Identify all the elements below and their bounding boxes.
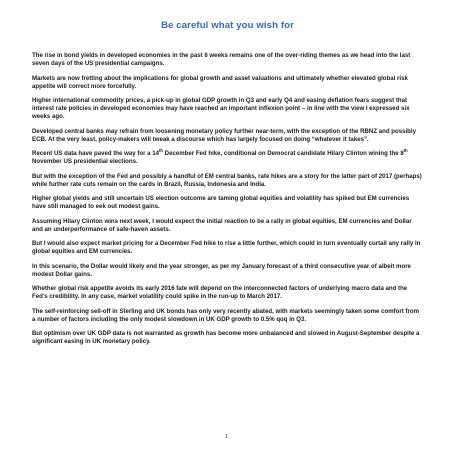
paragraph-5-part-1: Recent US data have paved the way for a 14 bbox=[32, 150, 160, 158]
paragraph-9: But I would also expect market pricing for a December Fed hike to rise a little further, which could in turn eventually curtail any rally in global equities and EM currencies. bbox=[32, 240, 421, 256]
paragraph-5-part-2: December Fed hike, conditional on Democrat candidate Hilary Clinton wining the 8 bbox=[162, 150, 404, 158]
ordinal-suffix-14th: th bbox=[159, 148, 163, 154]
paragraph-10: In this scenario, the Dollar would likely end the year stronger, as per my January forecast of a third consecutive year of albeit more modest Dollar gains. bbox=[32, 262, 411, 278]
paragraph-12: The self-reinforcing sell-off in Sterling and UK bonds has only very recently abated, with markets seemingly taken some comfort from a number of factors including the only modest slowdown in UK GDP growth to 0.5% qoq in Q3. bbox=[32, 307, 420, 323]
page-number: 1 bbox=[225, 434, 228, 440]
paragraph-7: Higher global yields and still uncertain US election outcome are taming global equities and volatility has spiked but EM currencies have still managed to eek out modest gains. bbox=[32, 195, 410, 211]
paragraph-2: Markets are now fretting about the implications for global growth and asset valuations and ultimately whether elevated global risk appetite will correct more forcefully. bbox=[32, 74, 408, 90]
ordinal-suffix-8th: th bbox=[403, 148, 408, 154]
paragraph-3: Higher international commodity prices, a pick-up in global GDP growth in Q3 and early Q4 and easing deflation fears suggest that interest rate policies in developed economies may have reached an important inflexion point – in line with the view I expressed six weeks ago. bbox=[32, 97, 410, 121]
document-body bbox=[32, 52, 423, 346]
paragraph-11: Whether global risk appetite avoids its early 2016 fate will depend on the interconnected factors of underlying macro data and the Fed’s credibility. In any case, market volatility could spike in the run-up to March 2017. bbox=[32, 285, 408, 301]
paragraph-5-part-3: November US presidential elections. bbox=[32, 158, 138, 166]
paragraph-5-fed-hike bbox=[32, 150, 423, 166]
paragraph-1: The rise in bond yields in developed economies in the past 6 weeks remains one of the over-riding themes as we head into the last seven days of the US presidential campaigns. bbox=[32, 52, 411, 68]
paragraph-4: Developed central banks may refrain from loosening monetary policy further near-term, with the exception of the RBNZ and possibly ECB. At the very least, policy-makers will tweak a discourse which has largely focused on doing “whatever it takes”. bbox=[32, 127, 416, 143]
paragraph-6: But with the exception of the Fed and possibly a handful of EM central banks, rate hikes are a story for the latter part of 2017 (perhaps) while further rate cuts remain on the cards in Brazil, Russia, Indonesia and India. bbox=[32, 172, 422, 188]
paragraph-13: But optimism over UK GDP data is not warranted as growth has become more unbalanced and slowed in August-September despite a significant easing in UK monetary policy. bbox=[32, 330, 420, 346]
document-title: Be careful what you wish for bbox=[161, 20, 294, 31]
paragraph-8: Assuming Hilary Clinton wins next week, I would expect the initial reaction to be a rally in global equities, EM currencies and Dollar and an underperformance of safe-haven assets. bbox=[32, 217, 412, 233]
